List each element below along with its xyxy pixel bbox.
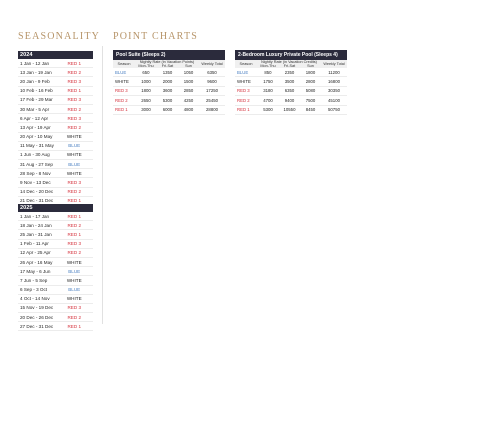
season-code: RED 1 bbox=[56, 196, 94, 205]
season-table-2024 bbox=[18, 51, 93, 206]
mon-thu-value: 5300 bbox=[257, 105, 279, 114]
season-code: RED 2 bbox=[56, 221, 94, 230]
season-code: RED 2 bbox=[56, 313, 94, 322]
season-row bbox=[18, 285, 93, 294]
sun-value: 1500 bbox=[178, 77, 199, 86]
date-range: 11 May - 31 May bbox=[18, 141, 56, 150]
fri-sat-value: 3600 bbox=[157, 86, 178, 95]
fri-sat-value: 6000 bbox=[157, 105, 178, 114]
season-row bbox=[18, 221, 93, 230]
season-row bbox=[18, 59, 93, 68]
season-year-2025: 2025 bbox=[18, 204, 93, 212]
weekly-total-value: 17250 bbox=[199, 86, 225, 95]
season-row bbox=[18, 77, 93, 86]
season-row bbox=[18, 239, 93, 248]
season-code: WHITE bbox=[113, 77, 135, 86]
date-range: 25 Jan - 31 Jan bbox=[18, 230, 56, 239]
points-row bbox=[113, 68, 225, 77]
sun-value: 7500 bbox=[300, 96, 321, 105]
season-row bbox=[18, 187, 93, 196]
season-code: RED 3 bbox=[56, 303, 94, 312]
weekly-total-value: 28800 bbox=[199, 105, 225, 114]
season-code: RED 1 bbox=[56, 59, 94, 68]
season-code: BLUE bbox=[56, 267, 94, 276]
date-range: 9 Nov - 13 Dec bbox=[18, 178, 56, 187]
mon-thu-header: Mon-Thu bbox=[257, 64, 279, 68]
season-code: RED 2 bbox=[235, 96, 257, 105]
season-row bbox=[18, 267, 93, 276]
date-range: 31 Aug - 27 Sep bbox=[18, 160, 56, 169]
points-row bbox=[113, 96, 225, 105]
weekly-total-header: Weekly Total bbox=[321, 60, 347, 68]
weekly-total-value: 25450 bbox=[199, 96, 225, 105]
season-code: RED 3 bbox=[56, 95, 94, 104]
date-range: 13 Jan - 19 Jan bbox=[18, 68, 56, 77]
date-range: 14 Dec - 20 Dec bbox=[18, 187, 56, 196]
mon-thu-header: Mon-Thu bbox=[135, 64, 157, 68]
season-code: WHITE bbox=[56, 169, 94, 178]
season-row bbox=[18, 123, 93, 132]
season-code: RED 2 bbox=[56, 123, 94, 132]
season-code: RED 3 bbox=[56, 178, 94, 187]
points-row bbox=[235, 96, 347, 105]
points-row bbox=[113, 77, 225, 86]
nightly-rate-header: Nightly Rate (in Vacation Points) bbox=[135, 60, 199, 64]
date-range: 13 Apr - 19 Apr bbox=[18, 123, 56, 132]
date-range: 1 Jun - 30 Aug bbox=[18, 150, 56, 159]
nightly-rate-header: Nightly Rate (in Vacation Credits) bbox=[257, 60, 321, 64]
date-range: 20 Jan - 9 Feb bbox=[18, 77, 56, 86]
date-range: 1 Jan - 12 Jan bbox=[18, 59, 56, 68]
season-row bbox=[18, 230, 93, 239]
fri-sat-value: 6350 bbox=[279, 86, 300, 95]
season-col-header: Season bbox=[113, 60, 135, 68]
season-row bbox=[18, 104, 93, 113]
points-row bbox=[113, 105, 225, 114]
season-row bbox=[18, 303, 93, 312]
season-year-2024: 2024 bbox=[18, 51, 93, 59]
season-code: RED 3 bbox=[56, 114, 94, 123]
season-row bbox=[18, 212, 93, 221]
season-row bbox=[18, 132, 93, 141]
season-code: RED 1 bbox=[113, 105, 135, 114]
season-code: RED 3 bbox=[56, 239, 94, 248]
date-range: 4 Oct - 14 Nov bbox=[18, 294, 56, 303]
season-code: WHITE bbox=[56, 257, 94, 266]
season-code: BLUE bbox=[56, 285, 94, 294]
date-range: 26 Apr - 16 May bbox=[18, 257, 56, 266]
pool-suite-title: Pool Suite (Sleeps 2) bbox=[113, 50, 225, 60]
season-code: RED 1 bbox=[56, 230, 94, 239]
fri-sat-value: 2000 bbox=[157, 77, 178, 86]
date-range: 7 Jun - 5 Sep bbox=[18, 276, 56, 285]
date-range: 18 Jan - 24 Jan bbox=[18, 221, 56, 230]
season-row bbox=[18, 150, 93, 159]
date-range: 28 Sep - 8 Nov bbox=[18, 169, 56, 178]
points-row bbox=[235, 68, 347, 77]
point-charts-heading: POINT CHARTS bbox=[113, 31, 199, 42]
sun-value: 2800 bbox=[300, 77, 321, 86]
weekly-total-value: 45100 bbox=[321, 96, 347, 105]
season-row bbox=[18, 114, 93, 123]
season-code: WHITE bbox=[235, 77, 257, 86]
sun-value: 8450 bbox=[300, 105, 321, 114]
season-code: RED 2 bbox=[56, 68, 94, 77]
sun-value: 1050 bbox=[178, 68, 199, 77]
mon-thu-value: 2650 bbox=[135, 96, 157, 105]
season-row bbox=[18, 178, 93, 187]
weekly-total-value: 16800 bbox=[321, 77, 347, 86]
season-code: RED 2 bbox=[113, 96, 135, 105]
season-row bbox=[18, 95, 93, 104]
season-row bbox=[18, 68, 93, 77]
section-divider bbox=[102, 46, 103, 324]
season-row bbox=[18, 276, 93, 285]
season-code: BLUE bbox=[113, 68, 135, 77]
weekly-total-value: 11200 bbox=[321, 68, 347, 77]
weekly-total-value: 30350 bbox=[321, 86, 347, 95]
sun-value: 2850 bbox=[178, 86, 199, 95]
season-code: WHITE bbox=[56, 276, 94, 285]
points-row bbox=[235, 86, 347, 95]
season-code: RED 1 bbox=[56, 86, 94, 95]
fri-sat-value: 3500 bbox=[279, 77, 300, 86]
date-range: 12 Apr - 25 Apr bbox=[18, 248, 56, 257]
season-code: WHITE bbox=[56, 132, 94, 141]
date-range: 6 Sep - 3 Oct bbox=[18, 285, 56, 294]
sun-value: 4250 bbox=[178, 96, 199, 105]
mon-thu-value: 3000 bbox=[135, 105, 157, 114]
points-row bbox=[235, 77, 347, 86]
season-code: BLUE bbox=[56, 141, 94, 150]
seasonality-heading: SEASONALITY bbox=[18, 31, 101, 42]
weekly-total-value: 6350 bbox=[199, 68, 225, 77]
season-row bbox=[18, 141, 93, 150]
sun-value: 1800 bbox=[300, 68, 321, 77]
season-code: RED 2 bbox=[56, 104, 94, 113]
season-row bbox=[18, 257, 93, 266]
fri-sat-value: 10550 bbox=[279, 105, 300, 114]
season-row bbox=[18, 313, 93, 322]
date-range: 15 Nov - 19 Dec bbox=[18, 303, 56, 312]
season-code: RED 3 bbox=[113, 86, 135, 95]
season-row bbox=[18, 294, 93, 303]
season-code: BLUE bbox=[56, 160, 94, 169]
mon-thu-value: 850 bbox=[257, 68, 279, 77]
date-range: 6 Apr - 12 Apr bbox=[18, 114, 56, 123]
date-range: 17 Feb - 29 Mar bbox=[18, 95, 56, 104]
weekly-total-header: Weekly Total bbox=[199, 60, 225, 68]
mon-thu-value: 1000 bbox=[135, 77, 157, 86]
fri-sat-value: 1350 bbox=[157, 68, 178, 77]
mon-thu-value: 1750 bbox=[257, 77, 279, 86]
season-code: RED 1 bbox=[235, 105, 257, 114]
bedroom-pool-title: 2-Bedroom Luxury Private Pool (Sleeps 4) bbox=[235, 50, 347, 60]
season-row bbox=[18, 86, 93, 95]
season-row bbox=[18, 169, 93, 178]
sun-header: Sun bbox=[178, 64, 199, 68]
weekly-total-value: 50750 bbox=[321, 105, 347, 114]
season-col-header: Season bbox=[235, 60, 257, 68]
pool-suite-table bbox=[113, 50, 225, 115]
season-code: RED 1 bbox=[56, 212, 94, 221]
points-row bbox=[113, 86, 225, 95]
fri-sat-header: Fri-Sat bbox=[157, 64, 178, 68]
mon-thu-value: 1800 bbox=[135, 86, 157, 95]
season-code: RED 2 bbox=[56, 248, 94, 257]
fri-sat-value: 5300 bbox=[157, 96, 178, 105]
date-range: 21 Dec - 31 Dec bbox=[18, 196, 56, 205]
season-code: BLUE bbox=[235, 68, 257, 77]
fri-sat-value: 9400 bbox=[279, 96, 300, 105]
season-row bbox=[18, 160, 93, 169]
sun-header: Sun bbox=[300, 64, 321, 68]
date-range: 1 Feb - 11 Apr bbox=[18, 239, 56, 248]
season-code: RED 2 bbox=[56, 187, 94, 196]
date-range: 30 Mar - 5 Apr bbox=[18, 104, 56, 113]
season-code: RED 1 bbox=[56, 322, 94, 331]
season-code: RED 3 bbox=[235, 86, 257, 95]
season-row bbox=[18, 248, 93, 257]
season-code: WHITE bbox=[56, 294, 94, 303]
mon-thu-value: 650 bbox=[135, 68, 157, 77]
fri-sat-value: 2350 bbox=[279, 68, 300, 77]
date-range: 10 Feb - 16 Feb bbox=[18, 86, 56, 95]
date-range: 17 May - 6 Jun bbox=[18, 267, 56, 276]
season-row bbox=[18, 322, 93, 331]
season-code: WHITE bbox=[56, 150, 94, 159]
bedroom-pool-table bbox=[235, 50, 347, 115]
fri-sat-header: Fri-Sat bbox=[279, 64, 300, 68]
mon-thu-value: 3180 bbox=[257, 86, 279, 95]
points-row bbox=[235, 105, 347, 114]
date-range: 1 Jan - 17 Jan bbox=[18, 212, 56, 221]
sun-value: 4800 bbox=[178, 105, 199, 114]
mon-thu-value: 4700 bbox=[257, 96, 279, 105]
date-range: 27 Dec - 31 Dec bbox=[18, 322, 56, 331]
weekly-total-value: 9600 bbox=[199, 77, 225, 86]
season-table-2025 bbox=[18, 204, 93, 331]
date-range: 20 Dec - 26 Dec bbox=[18, 313, 56, 322]
date-range: 20 Apr - 10 May bbox=[18, 132, 56, 141]
sun-value: 5080 bbox=[300, 86, 321, 95]
season-code: RED 3 bbox=[56, 77, 94, 86]
